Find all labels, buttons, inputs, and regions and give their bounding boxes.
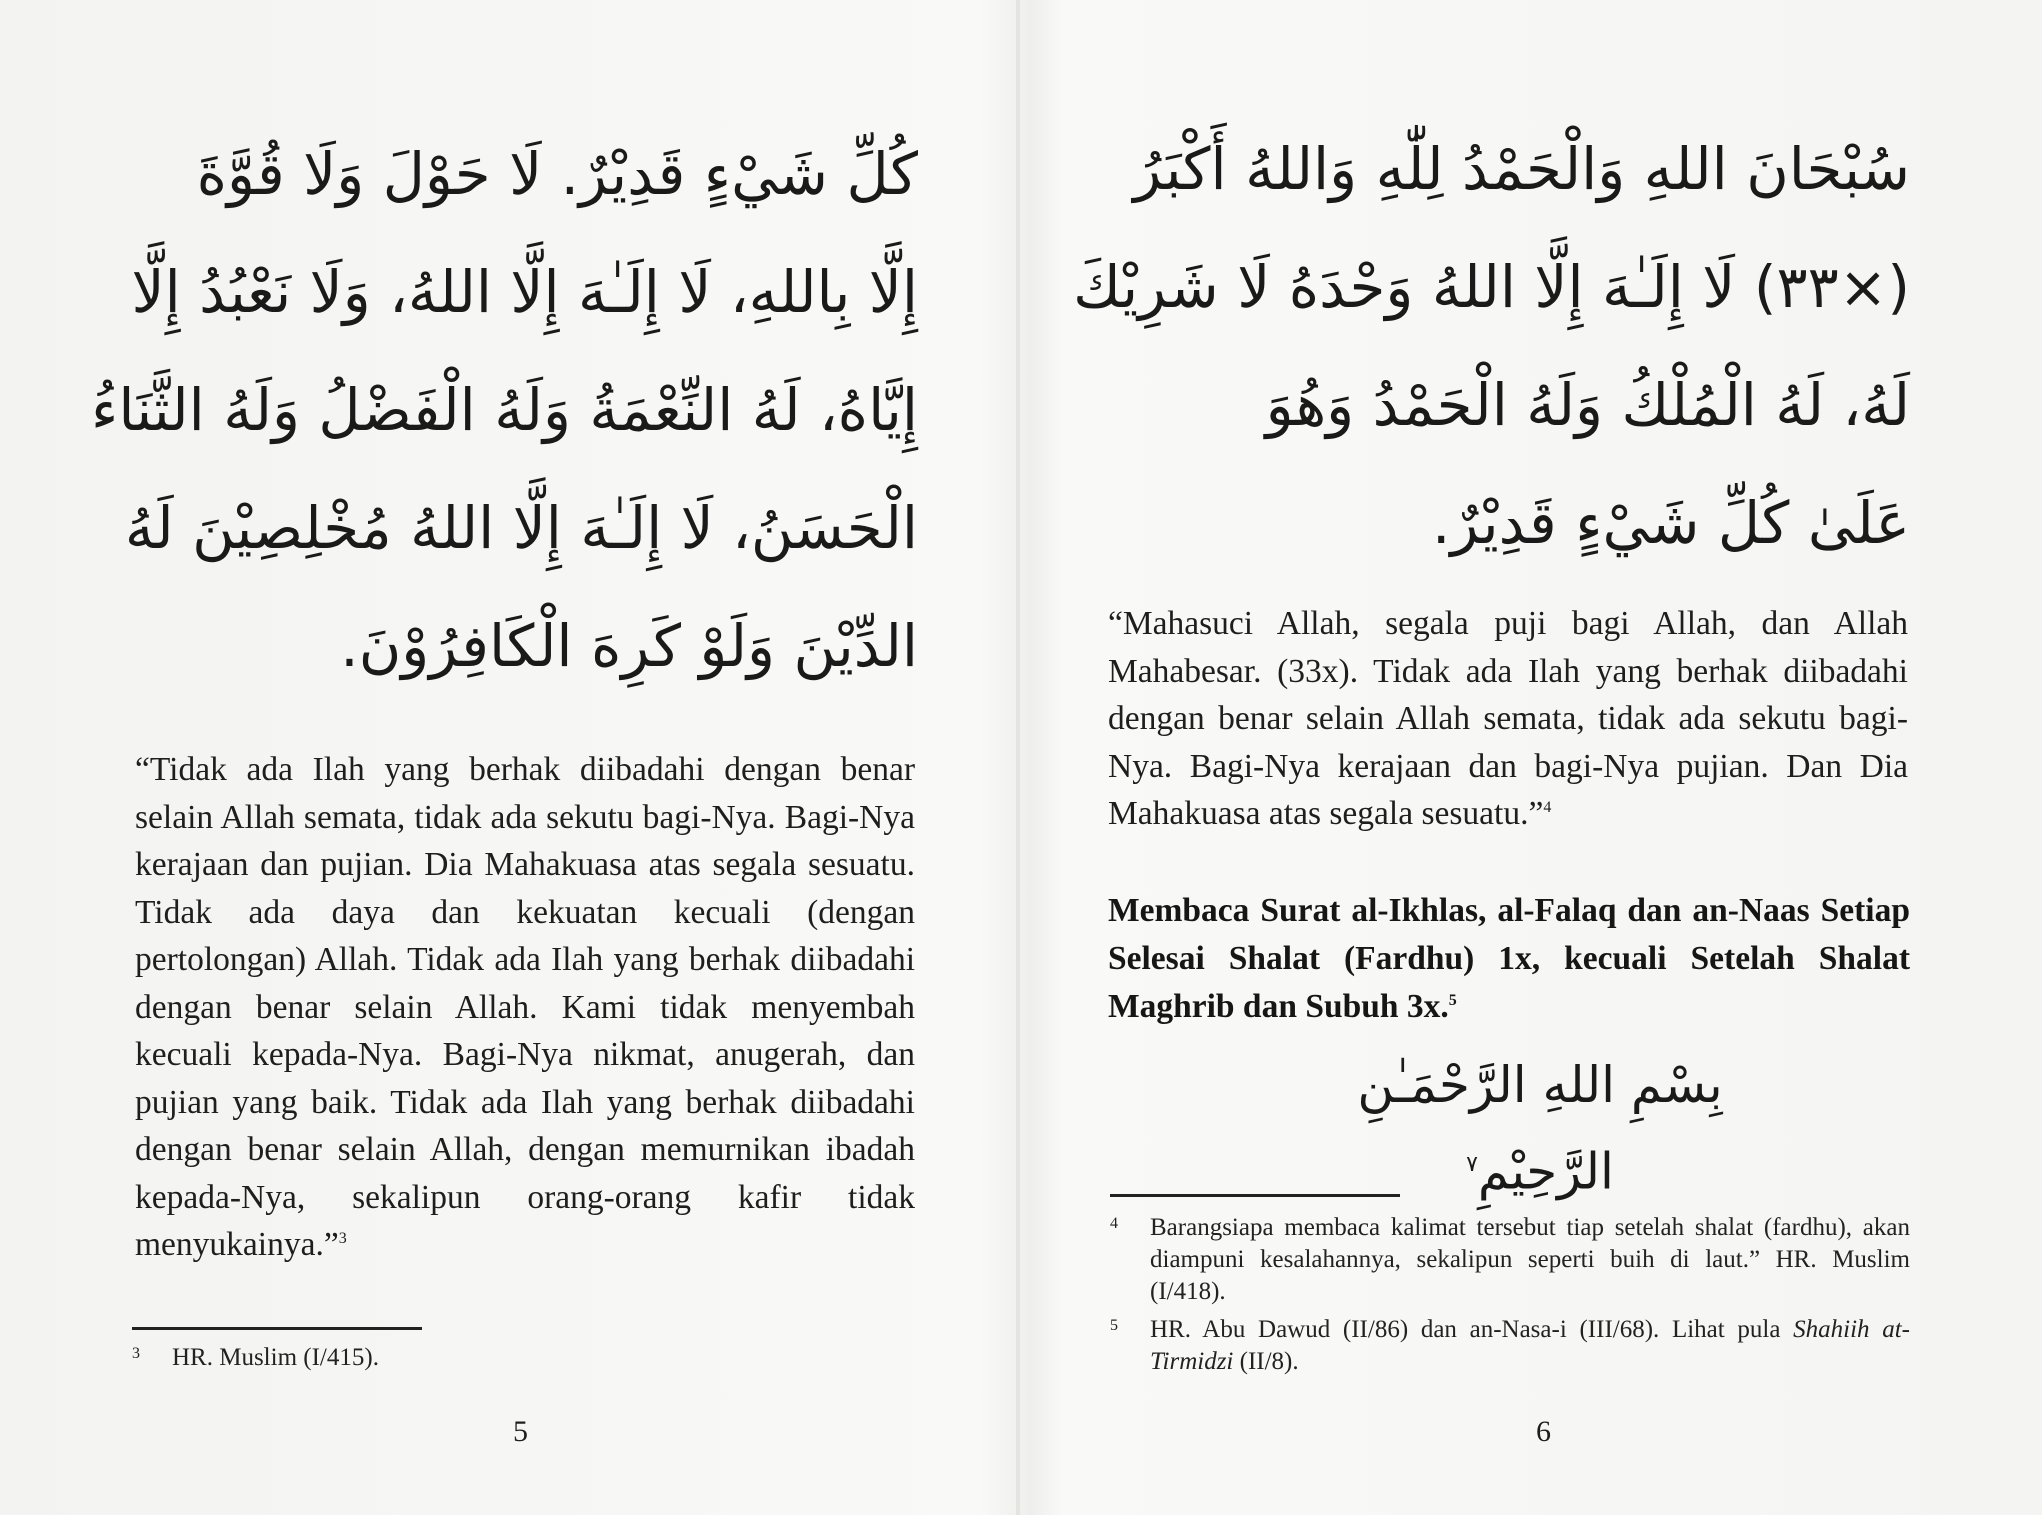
left-page	[0, 0, 1016, 1515]
arabic-line: إِلَّا بِاللهِ، لَا إِلَـٰهَ إِلَّا اللهُ، وَلَا نَعْبُدُ إِلَّا	[131, 258, 918, 326]
footnotes	[1110, 1212, 1910, 1384]
footnote	[132, 1342, 832, 1374]
footnote-text: HR. Abu Dawud (II/86) dan an-Nasa-i (III/68). Lihat pula	[1150, 1316, 1794, 1343]
arabic-line: كُلِّ شَيْءٍ قَدِيْرٌ. لَا حَوْلَ وَلَا قُوَّةَ	[196, 140, 918, 208]
footnote-number: 5	[1110, 1317, 1118, 1334]
footnote-text: Barangsiapa membaca kalimat tersebut tiap setelah shalat (fardhu), akan diampuni kesalahannya, sekalipun seperti buih di laut.” HR. Muslim (I/418).	[1150, 1214, 1910, 1305]
translation-text: “Tidak ada Ilah yang berhak diibadahi dengan benar selain Allah semata, tidak ada sekutu bagi-Nya. Bagi-Nya kerajaan dan pujian. Dia Mahakuasa atas segala sesuatu. Tidak ada daya dan kekuatan kecuali (dengan pertolongan) Allah. Tidak ada Ilah yang berhak diibadahi dengan benar selain Allah. Kami tidak menyembah kecuali kepada-Nya. Bagi-Nya nikmat, anugerah, dan pujian yang baik. Tidak ada Ilah yang berhak diibadahi dengan benar selain Allah, dengan memurnikan ibadah kepada-Nya, sekalipun orang-orang kafir tidak menyukainya.”	[135, 751, 915, 1263]
arabic-line: عَلَىٰ كُلِّ شَيْءٍ قَدِيْرٌ.	[1432, 489, 1910, 557]
arabic-text-block	[1073, 110, 1910, 582]
footnotes	[132, 1342, 832, 1380]
footnote-reference: 4	[1543, 798, 1552, 816]
basmala-mark: ٧	[1466, 1152, 1478, 1177]
footnote	[1110, 1212, 1910, 1308]
translation-text: “Mahasuci Allah, segala puji bagi Allah, dan Allah Mahabesar. (33x). Tidak ada Ilah yang berhak diibadahi dengan benar selain Allah semata, tidak ada sekutu bagi-Nya. Bagi-Nya kerajaan dan bagi-Nya pujian. Dan Dia Mahakuasa atas segala sesuatu.”	[1108, 605, 1908, 832]
basmala-text: بِسْمِ اللهِ الرَّحْمَـٰنِ الرَّحِيْمِ	[1357, 1056, 1723, 1201]
arabic-line: لَهُ، لَهُ الْمُلْكُ وَلَهُ الْحَمْدُ وَهُوَ	[1265, 371, 1910, 439]
right-page	[1020, 0, 2042, 1515]
footnote-reference: 5	[1448, 991, 1457, 1009]
arabic-line: إِيَّاهُ، لَهُ النِّعْمَةُ وَلَهُ الْفَضْلُ وَلَهُ الثَّنَاءُ	[91, 376, 918, 444]
basmala	[1300, 1045, 1780, 1212]
section-heading	[1108, 887, 1910, 1031]
footnote-reference: 3	[338, 1229, 347, 1247]
arabic-line: الدِّيْنَ وَلَوْ كَرِهَ الْكَافِرُوْنَ.	[340, 612, 918, 680]
arabic-line: الْحَسَنُ، لَا إِلَـٰهَ إِلَّا اللهُ مُخْلِصِيْنَ لَهُ	[124, 494, 918, 562]
arabic-line: سُبْحَانَ اللهِ وَالْحَمْدُ لِلّٰهِ وَاللهُ أَكْبَرُ	[1133, 135, 1910, 203]
footnote-text: HR. Muslim (I/415).	[172, 1344, 379, 1371]
footnote-number: 3	[132, 1345, 140, 1362]
page-number: 6	[1536, 1415, 1551, 1448]
translation-paragraph	[135, 746, 915, 1269]
footnote-number: 4	[1110, 1215, 1118, 1232]
page-number: 5	[513, 1415, 528, 1448]
footnote-book-title: Shahiih at-Tirmidzi	[1150, 1316, 1910, 1375]
heading-text: Membaca Surat al-Ikhlas, al-Falaq dan an-Naas Setiap Selesai Shalat (Fardhu) 1x, kecuali Setelah Shalat Maghrib dan Subuh 3x.	[1108, 892, 1910, 1025]
translation-paragraph	[1108, 600, 1908, 838]
arabic-text-block	[91, 115, 918, 705]
footnote-divider	[132, 1327, 422, 1330]
footnote	[1110, 1314, 1910, 1378]
footnote-divider	[1110, 1194, 1400, 1197]
footnote-text: (II/8).	[1233, 1348, 1299, 1375]
arabic-line: (×٣٣) لَا إِلَـٰهَ إِلَّا اللهُ وَحْدَهُ لَا شَرِيْكَ	[1073, 253, 1910, 321]
